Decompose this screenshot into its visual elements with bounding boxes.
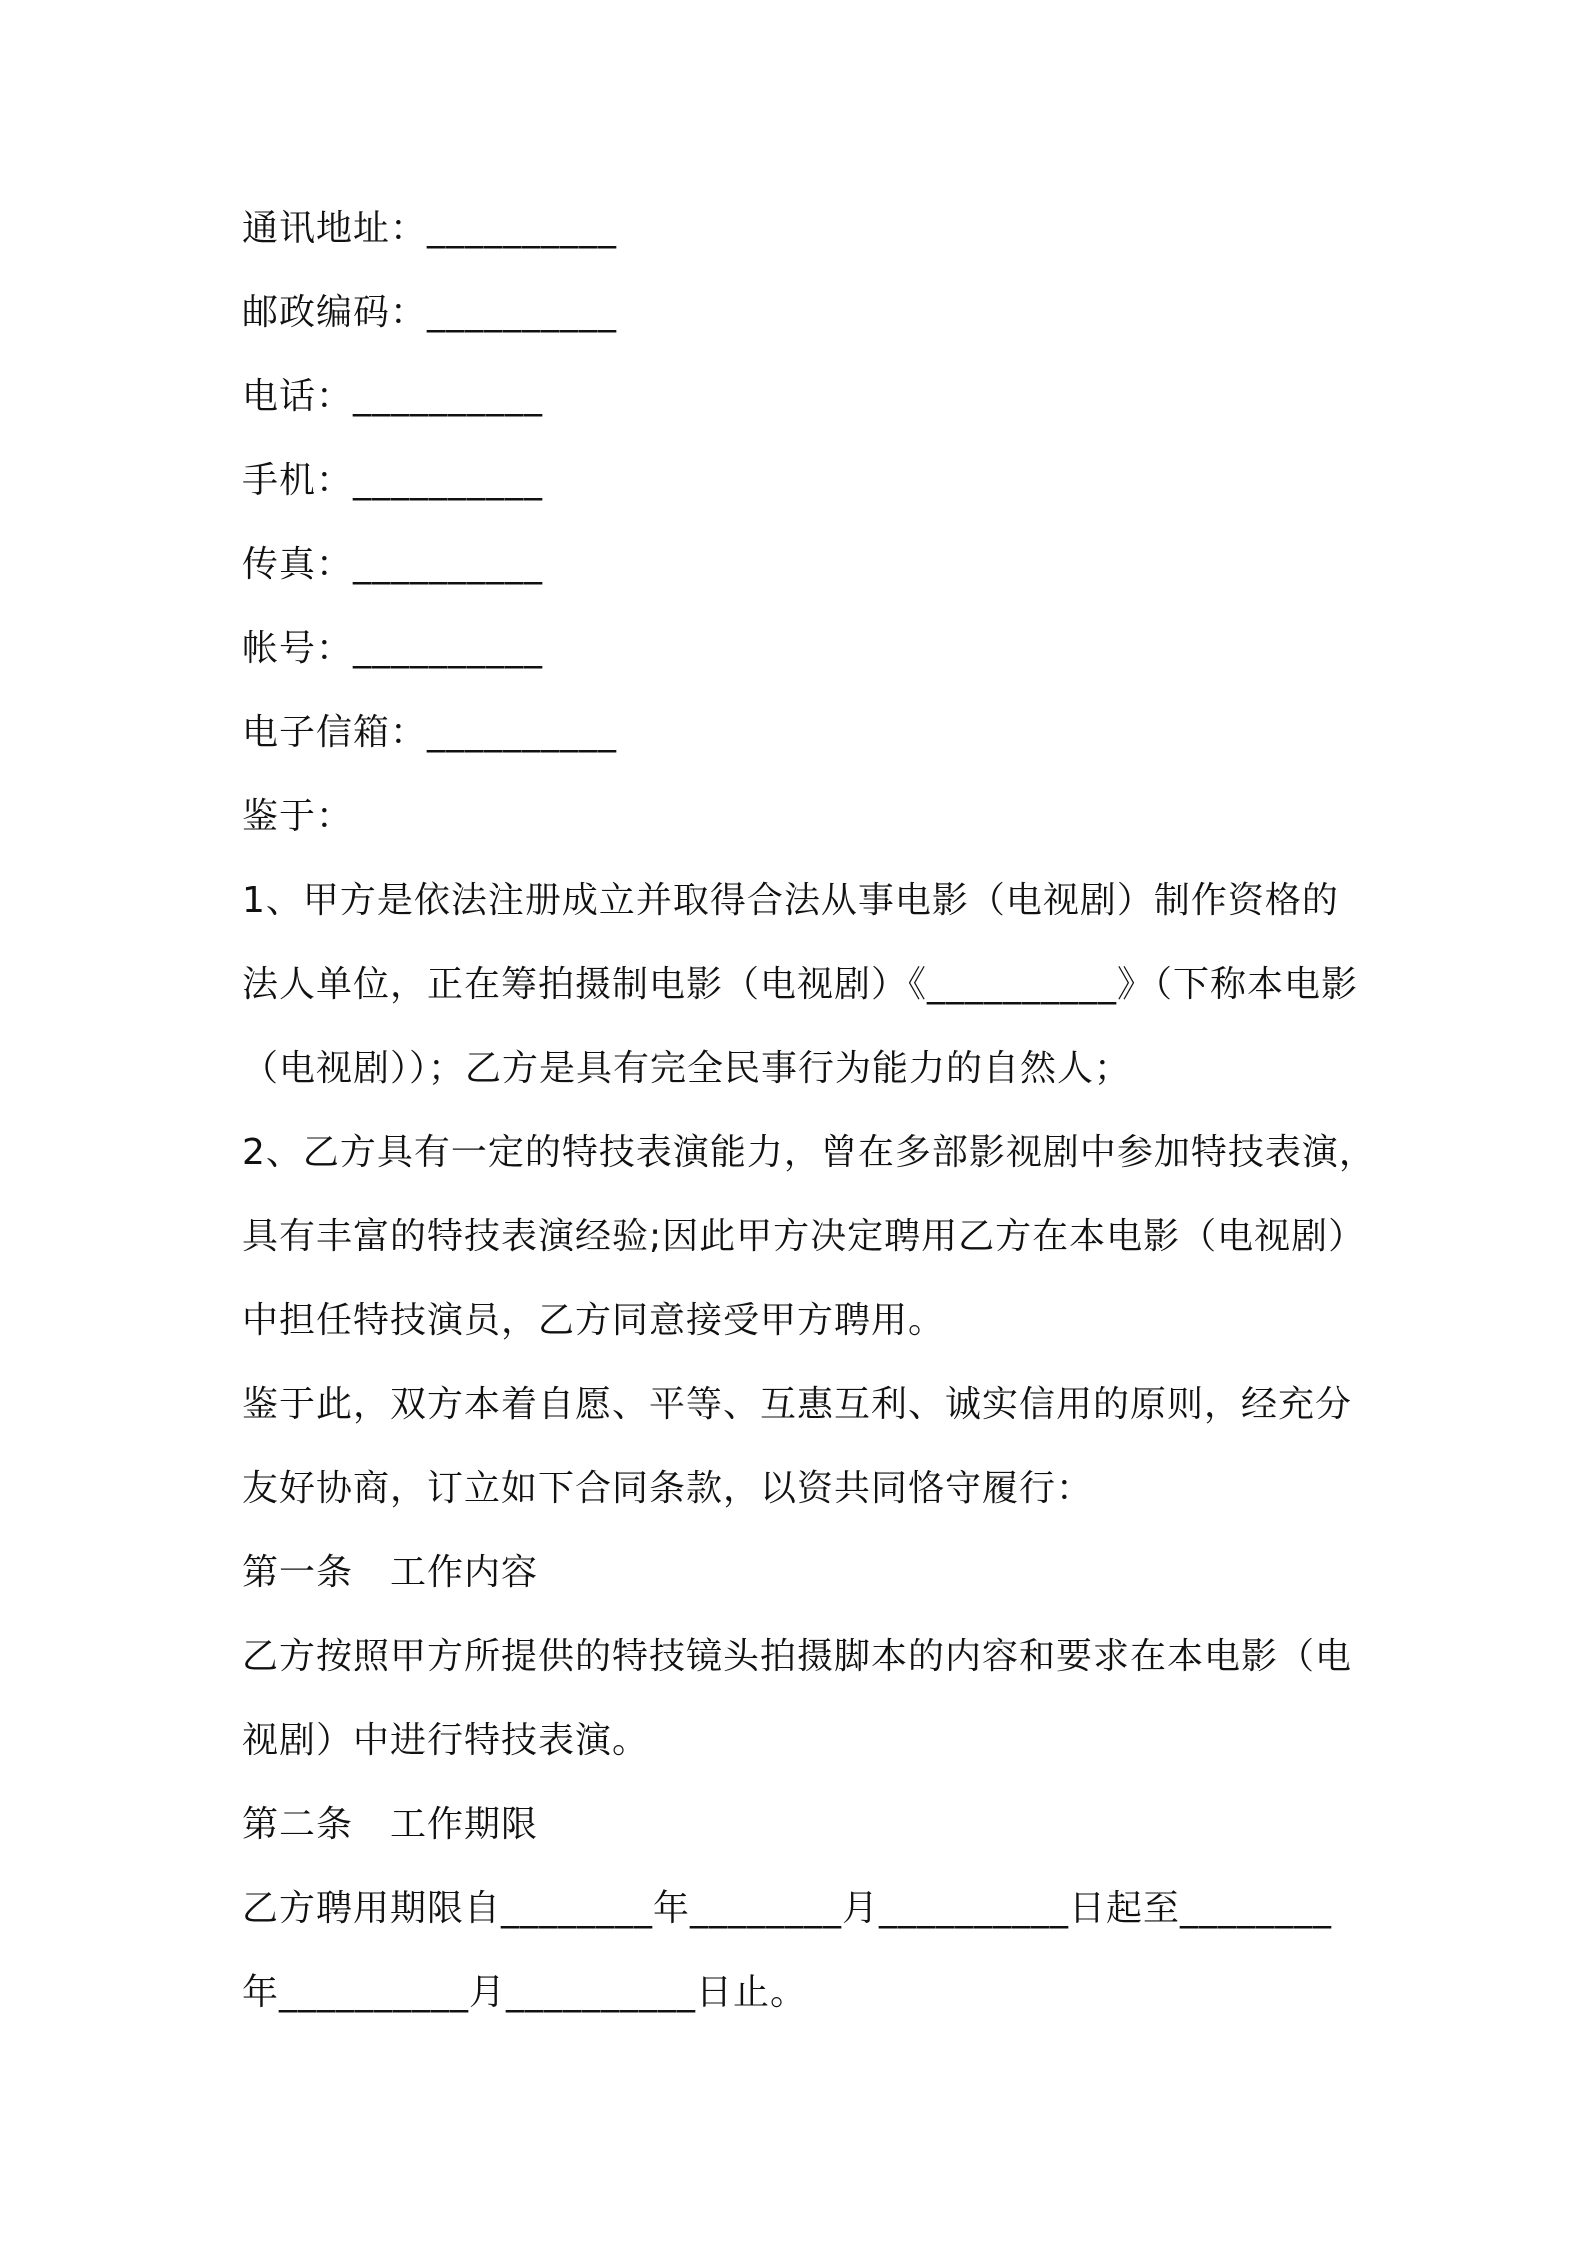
article-2-body-line-1: 乙方聘用期限自________年________月__________日起至________ — [242, 1888, 1333, 1929]
article-1-body-line-1: 乙方按照甲方所提供的特技镜头拍摄脚本的内容和要求在本电影（电 — [242, 1636, 1353, 1677]
recital-1-line-3: （电视剧））；乙方是具有完全民事行为能力的自然人； — [242, 1048, 1132, 1089]
recital-1-line-1: 1、甲方是依法注册成立并取得合法从事电影（电视剧）制作资格的 — [242, 880, 1339, 921]
recital-1-line-2: 法人单位，正在筹拍摄制电影（电视剧）《__________》（下称本电影 — [242, 964, 1359, 1005]
article-1-body-line-2: 视剧）中进行特技表演。 — [242, 1720, 650, 1761]
article-2-heading: 第二条 工作期限 — [242, 1804, 539, 1845]
field-fax: 传真：__________ — [242, 544, 544, 585]
article-2-body-line-2: 年__________月__________日止。 — [242, 1972, 808, 2013]
recital-2-line-3: 中担任特技演员，乙方同意接受甲方聘用。 — [242, 1300, 946, 1341]
field-account-number: 帐号：__________ — [242, 628, 544, 669]
field-mobile: 手机：__________ — [242, 460, 544, 501]
field-mailing-address: 通讯地址：__________ — [242, 208, 618, 249]
agreement-intro-line-2: 友好协商，订立如下合同条款，以资共同恪守履行： — [242, 1468, 1094, 1509]
field-telephone: 电话：__________ — [242, 376, 544, 417]
recital-2-line-1: 2、乙方具有一定的特技表演能力，曾在多部影视剧中参加特技表演， — [242, 1132, 1376, 1173]
recital-2-line-2: 具有丰富的特技表演经验;因此甲方决定聘用乙方在本电影（电视剧） — [242, 1216, 1366, 1257]
agreement-intro-line-1: 鉴于此，双方本着自愿、平等、互惠互利、诚实信用的原则，经充分 — [242, 1384, 1353, 1425]
recitals-heading: 鉴于： — [242, 796, 354, 837]
article-1-heading: 第一条 工作内容 — [242, 1552, 539, 1593]
field-email: 电子信箱：__________ — [242, 712, 618, 753]
field-postal-code: 邮政编码：__________ — [242, 292, 618, 333]
